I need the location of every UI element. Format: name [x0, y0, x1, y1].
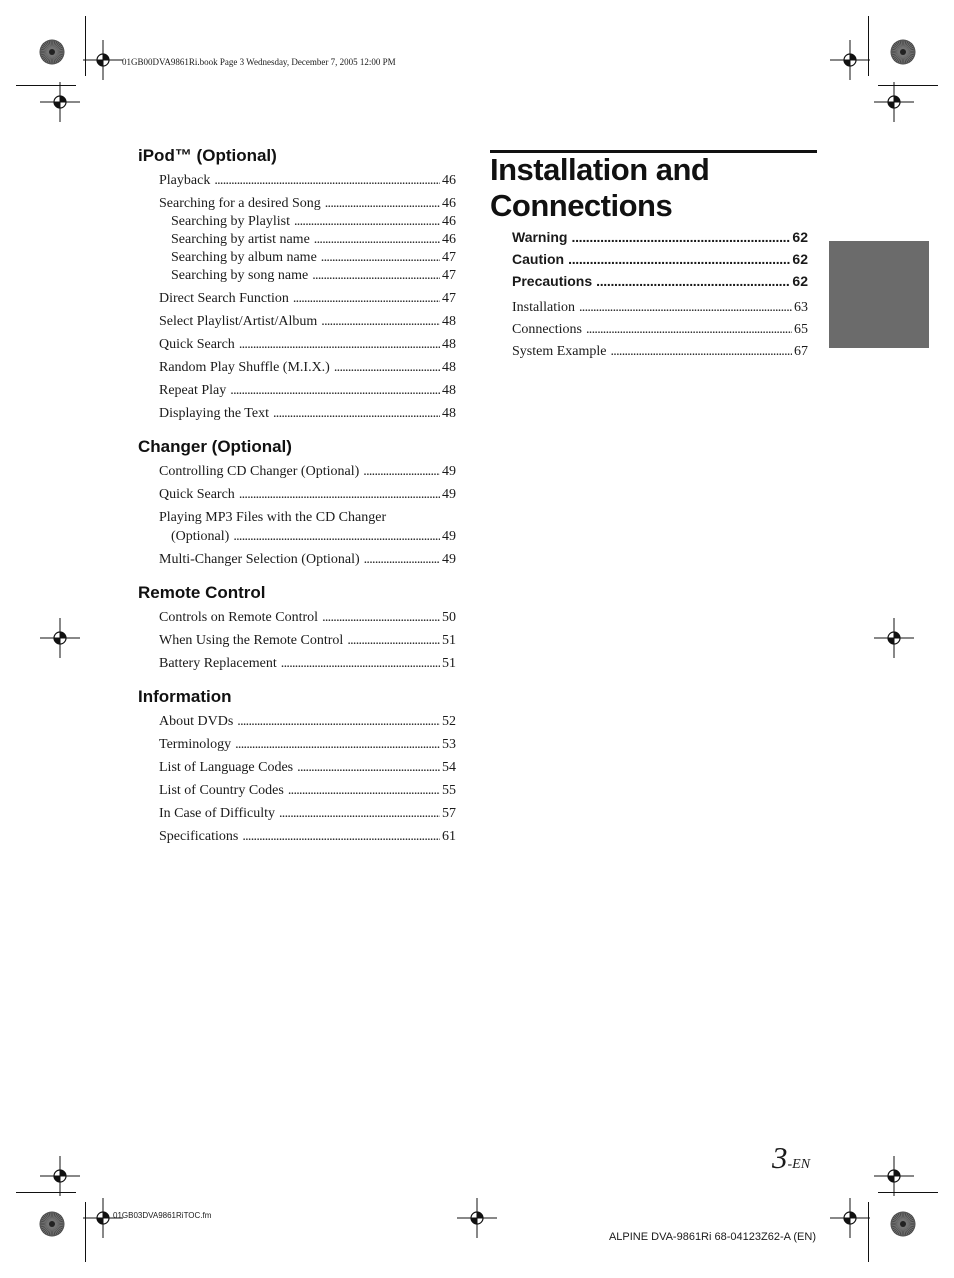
toc-entry: [159, 359, 456, 377]
toc-entry-label: List of Country Codes: [159, 783, 284, 798]
toc-entry-page: 53: [442, 737, 456, 752]
toc-entry: [159, 782, 456, 800]
toc-entry-label: Direct Search Function: [159, 291, 289, 306]
toc-entry: [159, 632, 456, 650]
toc-entry-label: Connections: [512, 322, 582, 337]
toc-entry-label: Select Playlist/Artist/Album: [159, 314, 318, 329]
dot-leader: [214, 172, 440, 190]
dot-leader: [314, 231, 440, 249]
registration-mark-icon: [40, 1156, 80, 1196]
dot-leader: [237, 713, 440, 731]
section-title-line1: Installation and: [490, 152, 710, 187]
toc-entry-page: 62: [792, 251, 808, 267]
dot-leader: [288, 782, 440, 800]
section-title-line2: Connections: [490, 188, 673, 223]
toc-entry: [159, 736, 456, 754]
toc-entry: [171, 213, 456, 231]
toc-entry-page: 47: [442, 268, 456, 283]
toc-entry: [159, 290, 456, 308]
dot-leader: [325, 195, 440, 213]
dot-leader: [568, 250, 790, 268]
registration-mark-icon: [830, 40, 870, 80]
toc-entry-label: Quick Search: [159, 337, 235, 352]
section-side-tab: [829, 241, 929, 348]
toc-section: [138, 146, 456, 423]
color-target-icon: [39, 39, 65, 65]
toc-entry: [159, 759, 456, 777]
toc-entry-label: Terminology: [159, 737, 232, 752]
toc-entry-page: 48: [442, 314, 456, 329]
toc-entry-label: Quick Search: [159, 487, 235, 502]
registration-mark-icon: [40, 618, 80, 658]
toc-entry-label: Random Play Shuffle (M.I.X.): [159, 360, 330, 375]
dot-leader: [230, 382, 440, 400]
toc-entry: [159, 382, 456, 400]
toc-entry: [512, 343, 808, 361]
crop-mark-line: [878, 85, 938, 86]
toc-entry-page: 48: [442, 337, 456, 352]
section-title: [490, 152, 830, 224]
footer-model: ALPINE DVA-9861Ri 68-04123Z62-A (EN): [608, 1231, 816, 1243]
dot-leader: [294, 213, 440, 231]
dot-leader: [242, 828, 440, 846]
toc-entry-label: Installation: [512, 300, 575, 315]
toc-entry-list: [159, 713, 456, 846]
toc-right-column: [512, 228, 808, 361]
toc-entry-label: Playback: [159, 173, 211, 188]
toc-entry-label: List of Language Codes: [159, 760, 294, 775]
dot-leader: [586, 321, 792, 339]
toc-entry-page: 51: [442, 656, 456, 671]
toc-section-heading: Changer (Optional): [138, 437, 292, 456]
toc-section-heading: Remote Control: [138, 583, 266, 602]
toc-entry-label: Multi-Changer Selection (Optional): [159, 552, 360, 567]
toc-entry-page: 48: [442, 360, 456, 375]
registration-mark-icon: [874, 82, 914, 122]
dot-leader: [239, 336, 440, 354]
toc-entry: [512, 228, 808, 246]
dot-leader: [273, 405, 440, 423]
toc-entry-page: 49: [442, 552, 456, 567]
crop-mark-line: [85, 1202, 86, 1262]
registration-mark-icon: [874, 1156, 914, 1196]
toc-entry: [159, 828, 456, 846]
toc-entry-label: Displaying the Text: [159, 406, 269, 421]
toc-entry-label: In Case of Difficulty: [159, 806, 275, 821]
toc-entry: [159, 805, 456, 823]
toc-entry-label: Searching by song name: [171, 268, 309, 283]
dot-leader: [233, 528, 440, 546]
toc-section-heading: Information: [138, 687, 232, 706]
toc-entry-label: Battery Replacement: [159, 656, 277, 671]
dot-leader: [334, 359, 440, 377]
toc-entry: [159, 655, 456, 673]
page-number: [772, 1140, 810, 1176]
toc-entry: [159, 336, 456, 354]
toc-section: [138, 437, 456, 569]
toc-entry-page: 46: [442, 232, 456, 247]
registration-mark-icon: [40, 82, 80, 122]
dot-leader: [347, 632, 440, 650]
toc-entry-label-line1: Playing MP3 Files with the CD Changer: [159, 510, 387, 525]
toc-entry-page: 48: [442, 406, 456, 421]
toc-entry: [159, 195, 456, 213]
toc-entry: [159, 551, 456, 569]
dot-leader: [321, 313, 440, 331]
color-target-icon: [39, 1211, 65, 1237]
toc-entry-page: 63: [794, 300, 808, 315]
toc-entry-label: System Example: [512, 344, 607, 359]
toc-entry-label: Specifications: [159, 829, 239, 844]
toc-entry: [171, 249, 456, 267]
toc-entry-page: 49: [442, 529, 456, 544]
toc-section: [138, 583, 456, 673]
toc-entry-label: Repeat Play: [159, 383, 227, 398]
toc-entry: [512, 250, 808, 268]
toc-entry: [159, 405, 456, 423]
toc-entry-page: 47: [442, 250, 456, 265]
toc-entry-page: 55: [442, 783, 456, 798]
toc-entry-page: 48: [442, 383, 456, 398]
toc-entry-label: (Optional): [171, 529, 230, 544]
dot-leader: [239, 486, 440, 504]
dot-leader: [579, 299, 792, 317]
toc-entry-page: 57: [442, 806, 456, 821]
toc-entry-page: 61: [442, 829, 456, 844]
toc-entry: [171, 528, 456, 546]
toc-entry-page: 50: [442, 610, 456, 625]
dot-leader: [363, 463, 440, 481]
toc-entry-page: 49: [442, 487, 456, 502]
toc-entry: [512, 299, 808, 317]
dot-leader: [571, 228, 790, 246]
dot-leader: [297, 759, 440, 777]
toc-entry-label: Precautions: [512, 273, 593, 289]
dot-leader: [611, 343, 793, 361]
toc-entry: [159, 463, 456, 481]
dot-leader: [235, 736, 440, 754]
toc-entry: [171, 231, 456, 249]
crop-mark-line: [85, 16, 86, 76]
registration-mark-icon: [830, 1198, 870, 1238]
toc-entry-page: 46: [442, 214, 456, 229]
toc-entry-label: When Using the Remote Control: [159, 633, 344, 648]
footer-file-name: 01GB03DVA9861RiTOC.fm: [113, 1211, 212, 1220]
registration-mark-icon: [83, 1198, 123, 1238]
page-number-digit: 3: [772, 1140, 788, 1175]
toc-entry-label: Caution: [512, 251, 565, 267]
dot-leader: [596, 272, 790, 290]
toc-entry-list: [159, 172, 456, 423]
color-target-icon: [890, 39, 916, 65]
crop-mark-line: [16, 85, 76, 86]
toc-entry-page: 62: [792, 273, 808, 289]
dot-leader: [281, 655, 440, 673]
dot-leader: [293, 290, 440, 308]
toc-entry-page: 49: [442, 464, 456, 479]
toc-entry: [159, 609, 456, 627]
toc-entry-label: About DVDs: [159, 714, 234, 729]
toc-entry: [159, 486, 456, 504]
toc-entry-label: Searching by album name: [171, 250, 317, 265]
crop-mark-line: [868, 16, 869, 76]
toc-section: [138, 687, 456, 846]
toc-entry-label: Controls on Remote Control: [159, 610, 319, 625]
dot-leader: [312, 267, 440, 285]
crop-mark-line: [878, 1192, 938, 1193]
registration-mark-icon: [83, 40, 123, 80]
crop-mark-line: [16, 1192, 76, 1193]
page-number-suffix: -EN: [787, 1157, 811, 1172]
toc-entry: [159, 313, 456, 331]
toc-entry-page: 65: [794, 322, 808, 337]
toc-entry-list: [159, 463, 456, 569]
toc-entry-label: Controlling CD Changer (Optional): [159, 464, 360, 479]
toc-left-column: [138, 146, 456, 846]
toc-section-heading: iPod™ (Optional): [138, 146, 277, 165]
toc-entry-page: 67: [794, 344, 808, 359]
toc-entry: [512, 321, 808, 339]
toc-entry-label: Warning: [512, 229, 568, 245]
toc-entry-page: 51: [442, 633, 456, 648]
registration-mark-icon: [874, 618, 914, 658]
toc-entry-page: 62: [792, 229, 808, 245]
dot-leader: [279, 805, 440, 823]
toc-entry-page: 54: [442, 760, 456, 775]
toc-entry: [512, 272, 808, 290]
toc-entry-page: 52: [442, 714, 456, 729]
toc-entry-page: 46: [442, 196, 456, 211]
color-target-icon: [890, 1211, 916, 1237]
crop-mark-line: [868, 1202, 869, 1262]
toc-entry-label: Searching by Playlist: [171, 214, 290, 229]
toc-entry-list: [159, 609, 456, 673]
toc-entry: [159, 713, 456, 731]
dot-leader: [364, 551, 440, 569]
registration-mark-icon: [457, 1198, 497, 1238]
toc-entry-label: Searching for a desired Song: [159, 196, 321, 211]
print-header: 01GB00DVA9861Ri.book Page 3 Wednesday, December 7, 2005 12:00 PM: [122, 57, 396, 67]
dot-leader: [322, 609, 440, 627]
dot-leader: [321, 249, 440, 267]
toc-entry-page: 46: [442, 173, 456, 188]
toc-entry: [159, 172, 456, 190]
toc-entry-page: 47: [442, 291, 456, 306]
toc-entry-label: Searching by artist name: [171, 232, 310, 247]
toc-entry: [171, 267, 456, 285]
